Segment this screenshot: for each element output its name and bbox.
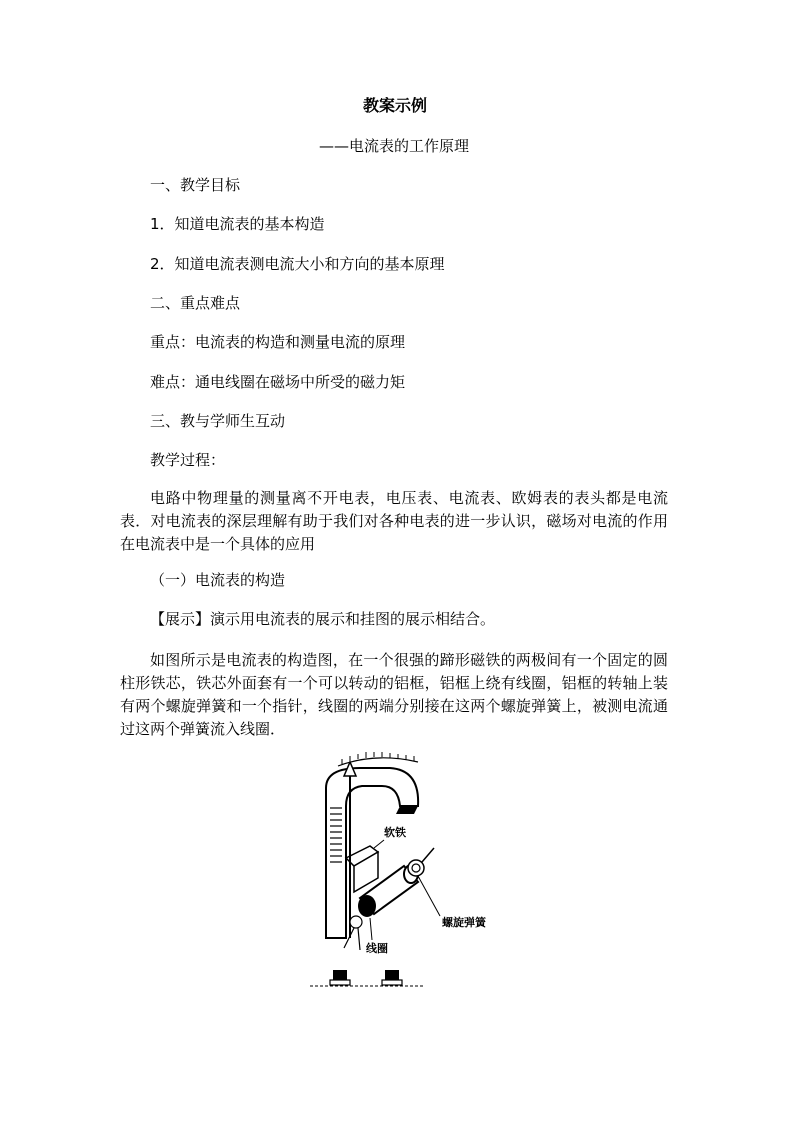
page-title: 教案示例 <box>363 96 428 115</box>
section-heading-objectives: 一、教学目标 <box>150 176 241 194</box>
shaft <box>422 848 434 862</box>
objective-item-2: 2．知道电流表测电流大小和方向的基本原理 <box>150 255 445 273</box>
spiral-spring <box>408 860 424 876</box>
key-point-text: 重点：电流表的构造和测量电流的原理 <box>150 333 406 351</box>
demo-tag: 【展示】 <box>150 610 211 628</box>
demo-text: 演示用电流表的展示和挂图的展示相结合。 <box>210 610 496 628</box>
terminal-right <box>382 970 402 985</box>
description-paragraph: 如图所示是电流表的构造图，在一个很强的蹄形磁铁的两极间有一个固定的圆柱形铁芯，铁芯外面套有一个可以转动的铝框，铝框上绕有线圈，铝框的转轴上装有两个螺旋弹簧和一个指针，线圈的两端分别接在这两个螺旋弹簧上，被测电流通过这两个弹簧流入线圈． <box>120 651 668 738</box>
page-subtitle: ——电流表的工作原理 <box>319 137 470 155</box>
label-spiral-spring: 螺旋弹簧 <box>442 916 486 929</box>
spiral-spring-lower <box>350 916 362 928</box>
ammeter-structure-diagram <box>300 748 530 998</box>
label-soft-iron: 软铁 <box>384 826 406 839</box>
coil-end <box>358 895 376 917</box>
leader-coil <box>370 918 372 940</box>
leader-spring <box>418 876 440 916</box>
teaching-process-label: 教学过程： <box>150 451 226 469</box>
section-heading-interaction: 三、教与学师生互动 <box>150 412 286 430</box>
leader-soft-iron <box>374 840 384 848</box>
terminal-left <box>330 970 350 985</box>
subsection-heading-structure: （一）电流表的构造 <box>150 571 286 589</box>
demo-line <box>150 612 495 627</box>
magnet-pole-top <box>396 806 418 814</box>
label-coil: 线圈 <box>366 942 388 955</box>
intro-paragraph: 电路中物理量的测量离不开电表，电压表、电流表、欧姆表的表头都是电流表．对电流表的深层理解有助于我们对各种电表的进一步认识，磁场对电流的作用在电流表中是一个具体的应用 <box>120 489 668 553</box>
section-heading-key-points: 二、重点难点 <box>150 294 241 312</box>
difficulty-text: 难点：通电线圈在磁场中所受的磁力矩 <box>150 373 406 391</box>
objective-item-1: 1．知道电流表的基本构造 <box>150 215 325 233</box>
ammeter-diagram-svg <box>300 748 530 998</box>
